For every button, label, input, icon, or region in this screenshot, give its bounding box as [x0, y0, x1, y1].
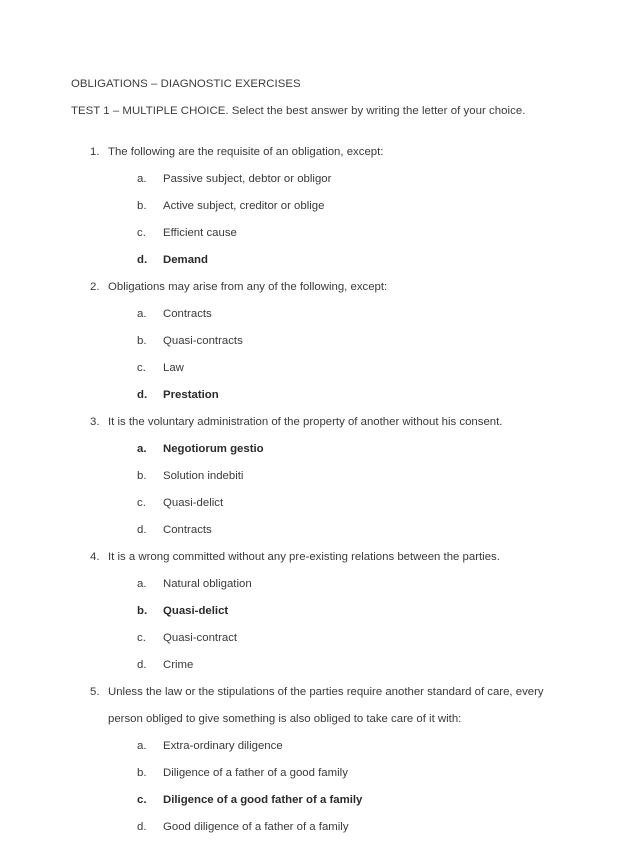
option-label: Quasi-contract	[163, 632, 238, 644]
option-list	[108, 733, 547, 841]
question-item	[71, 274, 547, 409]
question-stem: It is the voluntary administration of the property of another without his consent.	[108, 416, 503, 428]
option-label: Law	[163, 362, 184, 374]
option-letter: c.	[137, 497, 146, 509]
option-item-selected[interactable]	[137, 598, 547, 625]
option-letter: d.	[137, 659, 147, 671]
option-item[interactable]	[137, 517, 547, 544]
option-letter: b.	[137, 335, 147, 347]
option-item[interactable]	[137, 571, 547, 598]
option-item[interactable]	[137, 328, 547, 355]
question-number: 4.	[90, 551, 100, 563]
question-stem: Unless the law or the stipulations of the parties require another standard of care, every person obliged to give something is also obliged to take care of it with:	[108, 686, 544, 725]
option-letter: a.	[137, 308, 147, 320]
option-list	[108, 301, 547, 409]
option-item[interactable]	[137, 733, 547, 760]
option-letter: b.	[137, 200, 147, 212]
option-item[interactable]	[137, 220, 547, 247]
document-body	[71, 71, 547, 841]
option-item-selected[interactable]	[137, 787, 547, 814]
question-stem: It is a wrong committed without any pre-existing relations between the parties.	[108, 551, 500, 563]
question-stem: Obligations may arise from any of the following, except:	[108, 281, 388, 293]
option-label: Contracts	[163, 308, 212, 320]
option-letter: c.	[137, 362, 146, 374]
option-label: Diligence of a father of a good family	[163, 767, 348, 779]
question-item	[71, 544, 547, 679]
option-label: Negotiorum gestio	[163, 443, 264, 455]
option-label: Crime	[163, 659, 194, 671]
option-item[interactable]	[137, 301, 547, 328]
option-label: Solution indebiti	[163, 470, 244, 482]
option-item-selected[interactable]	[137, 247, 547, 274]
option-item[interactable]	[137, 625, 547, 652]
option-letter: a.	[137, 443, 147, 455]
option-letter: b.	[137, 605, 148, 617]
option-letter: d.	[137, 389, 148, 401]
test-instruction: TEST 1 – MULTIPLE CHOICE. Select the best answer by writing the letter of your choice.	[71, 105, 526, 117]
option-letter: c.	[137, 632, 146, 644]
option-item-selected[interactable]	[137, 382, 547, 409]
option-letter: a.	[137, 173, 147, 185]
option-item[interactable]	[137, 652, 547, 679]
option-letter: d.	[137, 254, 148, 266]
option-label: Diligence of a good father of a family	[163, 794, 363, 806]
option-list	[108, 436, 547, 544]
option-label: Quasi-contracts	[163, 335, 243, 347]
question-item	[71, 139, 547, 274]
question-item	[71, 679, 547, 841]
option-item[interactable]	[137, 490, 547, 517]
option-letter: c.	[137, 227, 146, 239]
option-item[interactable]	[137, 463, 547, 490]
option-letter: c.	[137, 794, 147, 806]
option-item[interactable]	[137, 814, 547, 841]
option-item[interactable]	[137, 760, 547, 787]
question-item	[71, 409, 547, 544]
option-list	[108, 571, 547, 679]
option-label: Prestation	[163, 389, 219, 401]
option-label: Passive subject, debtor or obligor	[163, 173, 332, 185]
question-number: 2.	[90, 281, 100, 293]
option-label: Quasi-delict	[163, 605, 229, 617]
option-item-selected[interactable]	[137, 436, 547, 463]
option-letter: a.	[137, 740, 147, 752]
option-letter: b.	[137, 767, 147, 779]
option-item[interactable]	[137, 355, 547, 382]
option-letter: a.	[137, 578, 147, 590]
question-number: 3.	[90, 416, 100, 428]
option-letter: b.	[137, 470, 147, 482]
question-list	[71, 139, 547, 841]
option-label: Good diligence of a father of a family	[163, 821, 349, 833]
option-item[interactable]	[137, 193, 547, 220]
question-number: 1.	[90, 146, 100, 158]
option-label: Demand	[163, 254, 208, 266]
document-title: OBLIGATIONS – DIAGNOSTIC EXERCISES	[71, 78, 301, 90]
option-label: Contracts	[163, 524, 212, 536]
option-letter: d.	[137, 821, 147, 833]
option-item[interactable]	[137, 166, 547, 193]
option-list	[108, 166, 547, 274]
option-letter: d.	[137, 524, 147, 536]
option-label: Efficient cause	[163, 227, 237, 239]
option-label: Quasi-delict	[163, 497, 224, 509]
question-stem: The following are the requisite of an obligation, except:	[108, 146, 384, 158]
option-label: Natural obligation	[163, 578, 252, 590]
option-label: Active subject, creditor or oblige	[163, 200, 325, 212]
question-number: 5.	[90, 686, 100, 698]
option-label: Extra-ordinary diligence	[163, 740, 283, 752]
